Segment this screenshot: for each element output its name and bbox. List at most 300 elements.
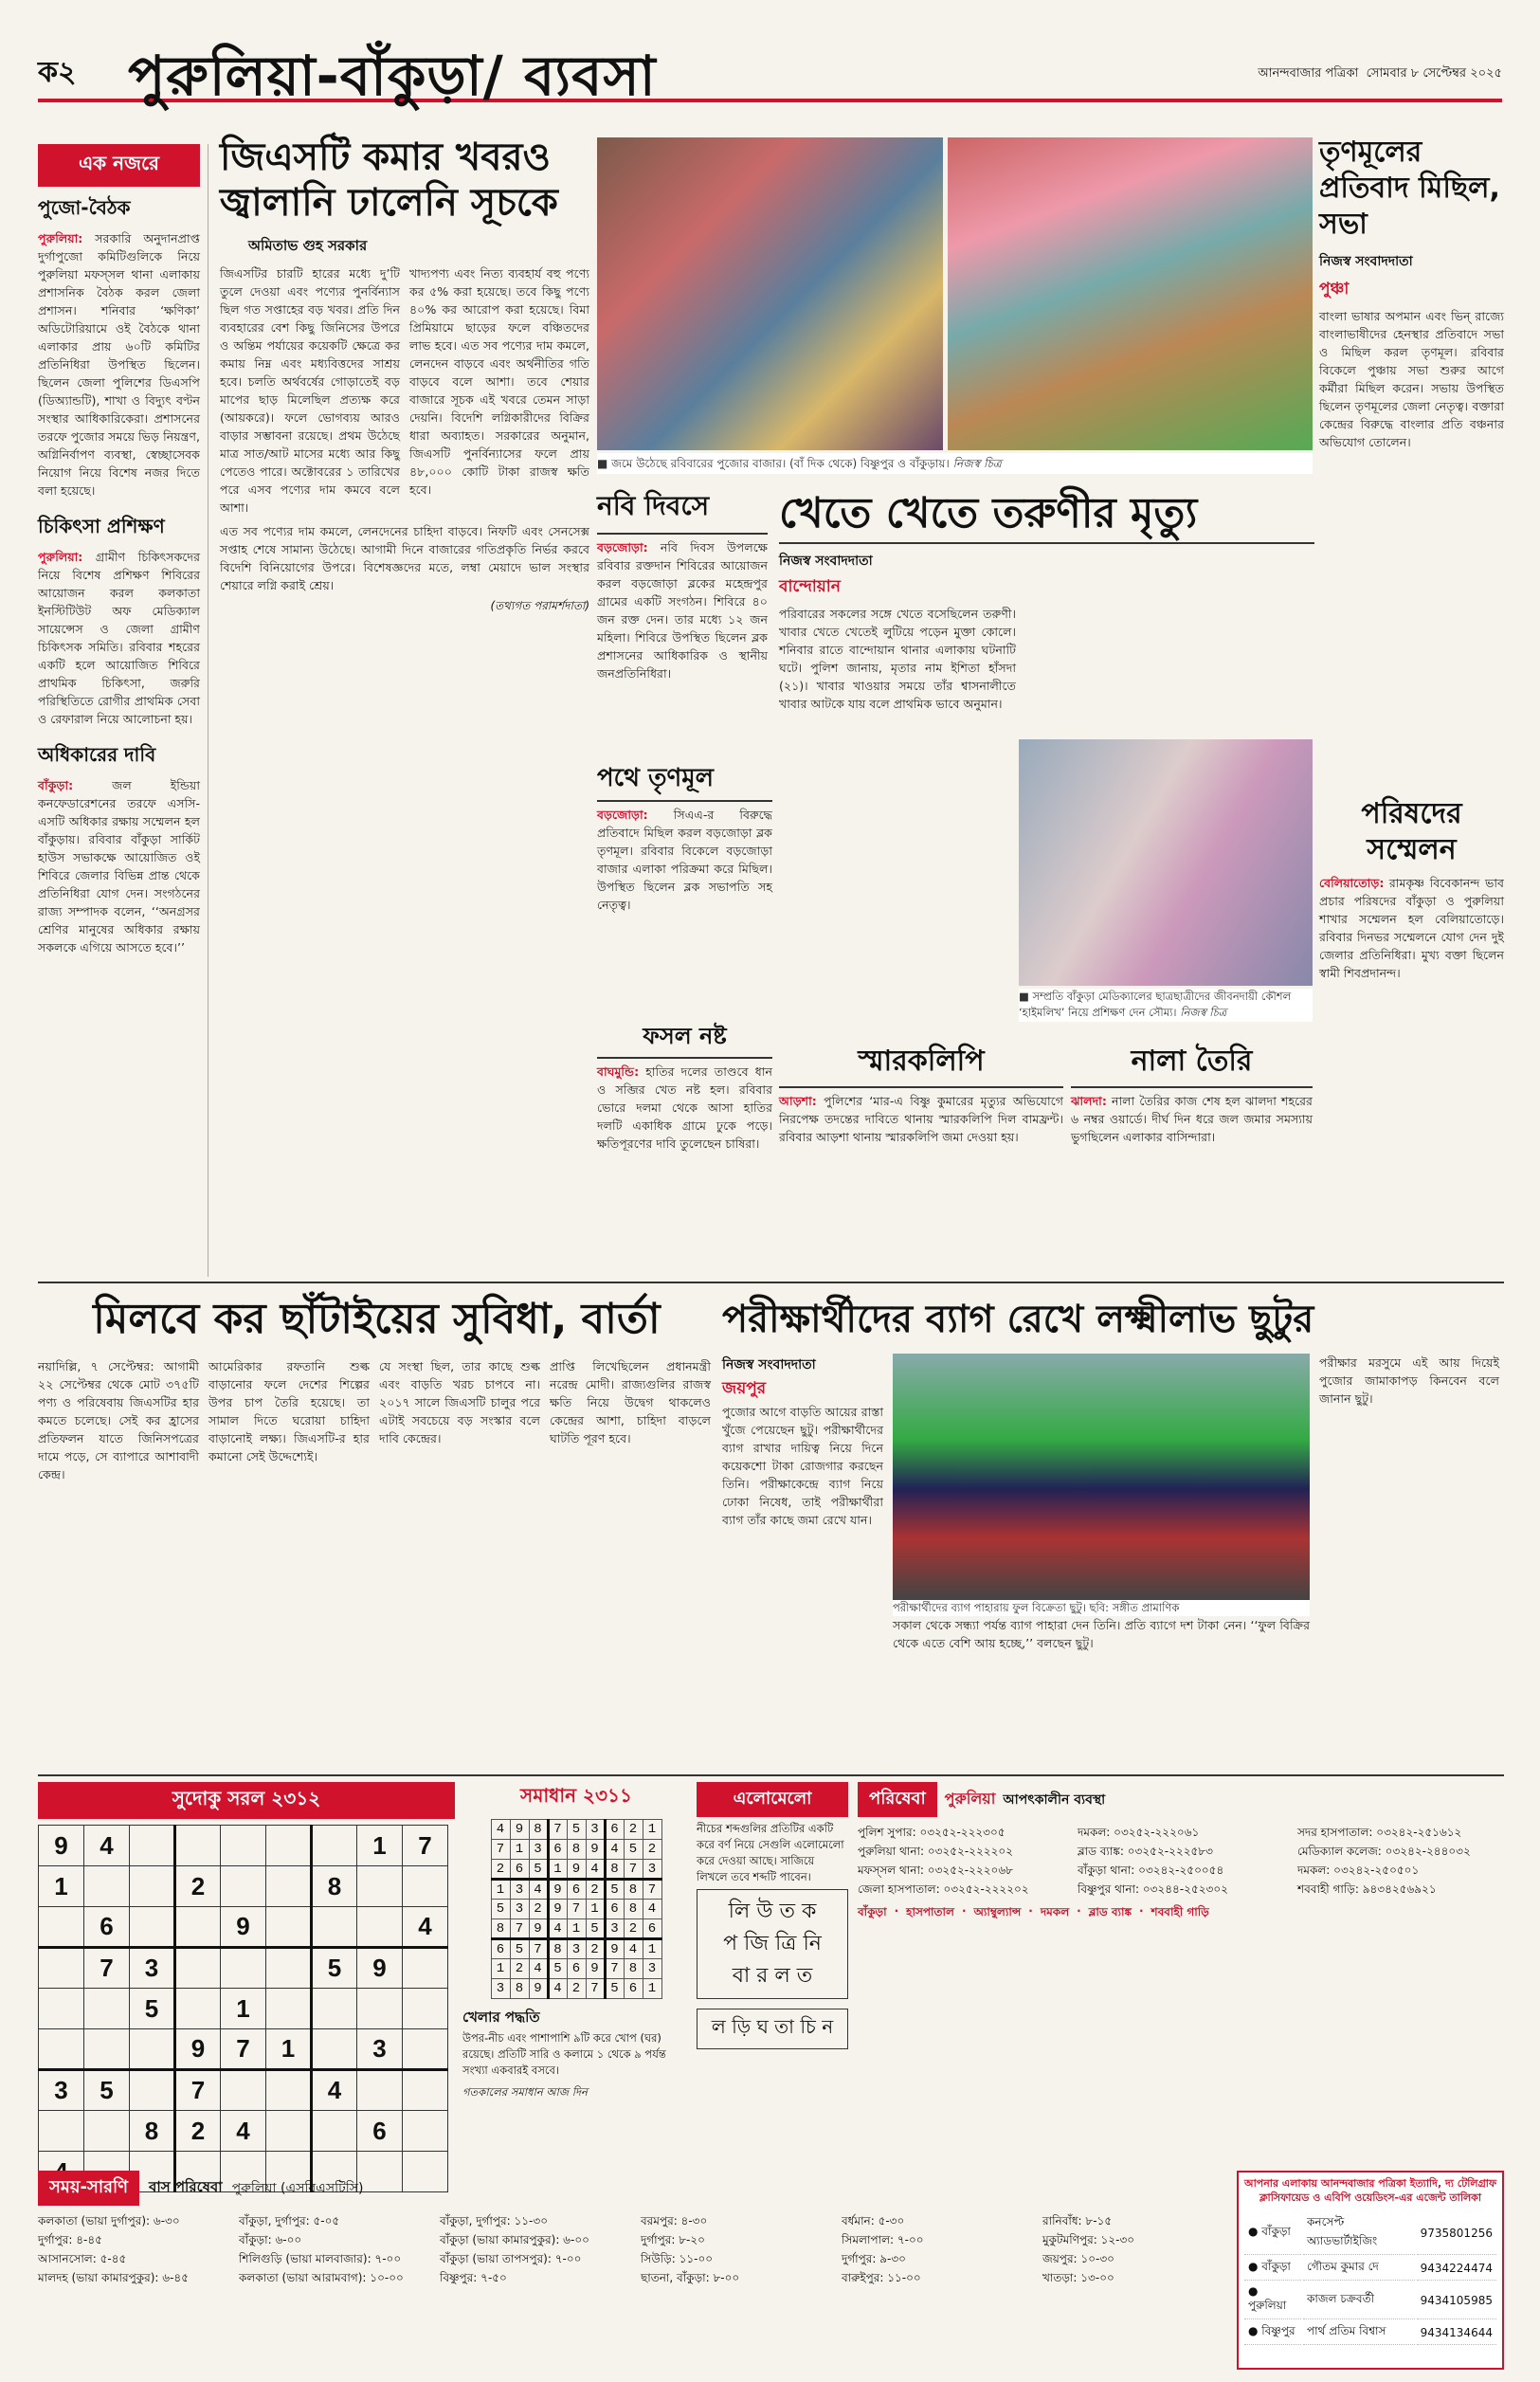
bags-place: জয়পুর <box>722 1379 767 1398</box>
sudoku-row <box>39 1866 448 1907</box>
solution-cell: 8 <box>529 1820 548 1840</box>
solution-cell: 2 <box>529 1900 548 1919</box>
solution-cell: 3 <box>491 1979 510 1999</box>
schedule-item: রানিবাঁধ: ৮-১৫ <box>1042 2214 1113 2227</box>
gst-byline: অমিতাভ গুহ সরকার <box>248 237 368 254</box>
solution-cell: 5 <box>605 1979 624 1999</box>
sudoku-cell[interactable] <box>84 2111 130 2152</box>
solution-cell: 2 <box>567 1979 586 1999</box>
sudoku-cell: 4 <box>403 1907 448 1948</box>
sudoku-cell[interactable] <box>221 2070 266 2111</box>
sudoku-cell[interactable] <box>312 2111 357 2152</box>
agent-name: গৌতম কুমার দে <box>1303 2257 1415 2281</box>
memorial-headline: স্মারকলিপি <box>779 1038 1063 1088</box>
agent-row <box>1244 2257 1496 2281</box>
services-district: পুরুলিয়া <box>944 1790 996 1808</box>
page-number: ক২ <box>38 56 77 89</box>
training-caption: ■ সম্প্রতি বাঁকুড়া মেডিক্যালের ছাত্রছাত্রীদের জীবনদায়ী কৌশল ‘হাইমলিখ’ নিয়ে প্রশিক্ষণ দেন সৌম্য। নিজস্ব চিত্র <box>1019 989 1313 1022</box>
schedule-sub: বাস পরিষেবা <box>149 2178 223 2195</box>
solution-cell: 1 <box>643 1820 661 1840</box>
solution-cell: 1 <box>548 1860 567 1880</box>
agent-phone: 9735801256 <box>1417 2212 1496 2255</box>
solution-cell: 5 <box>605 1880 624 1900</box>
sudoku-cell[interactable] <box>175 1907 221 1948</box>
tax-col-3: যে সংস্থা ছিল, তার কাছে শুল্ক এবং বাড়তি খরচ চাপবে না। ২০১৭ সালে জিএসটি চালুর পরে এটাই সবচেয়ে বড় সংস্কার বলে দাবি কেন্দ্রের। <box>379 1359 540 1446</box>
agents-box <box>1237 2171 1504 2370</box>
solution-cell: 6 <box>548 1840 567 1860</box>
solution-cell: 6 <box>624 1979 643 1999</box>
service-number: বাঁকুড়া থানা: ০৩২৪২-২৫০০৫৪ <box>1078 1864 1224 1877</box>
solution-cell: 9 <box>548 1900 567 1919</box>
solution-cell: 1 <box>491 1880 510 1900</box>
solution-cell: 4 <box>605 1840 624 1860</box>
sudoku-cell[interactable] <box>266 2070 312 2111</box>
council-headline: পরিষদের সম্মেলন <box>1361 797 1462 866</box>
divider <box>38 1282 1504 1283</box>
schedule-route: পুরুলিয়া (এসবিএসটিসি) <box>231 2180 364 2196</box>
solution-cell: 8 <box>567 1840 586 1860</box>
gst-col-2: খাদ্যপণ্য এবং নিত্য ব্যবহার্য বহু পণ্যে কর ৫% করা হয়েছে। তবে কিছু পণ্যে ৪০% কর আরোপ করা হয়েছে। বিমা প্রিমিয়ামে ছাড়ের ফলে বঞ্চিতদের লাভ হবে। এত সব পণ্যের দাম কমলে, লেনদেন বাড়বে এবং অর্থনীতির গতি বাড়বে বলে আশা। তবে শেয়ার বাজারে সূচক এই খবরে তেমন সাড়া দেয়নি। বিদেশি লগ্নিকারীদের বিক্রির ধারা অব্যাহত। সরকারের অনুমান, জিএসটি পুনর্বিন্যাসের ফলে প্রায় ৪৮,০০০ কোটি টাকা রাজস্ব ক্ষতি হবে। <box>409 266 589 497</box>
glance-text-1: সরকারি অনুদানপ্রাপ্ত দুর্গাপুজো কমিটিগুলিকে নিয়ে পুরুলিয়া মফস্সল থানা এলাকায় প্রশাসনিক বৈঠক করল জেলা প্রশাসন। শনিবার ‘ক্ষণিকা’ অডিটোরিয়ামে ওই বৈঠকে থানা এলাকার প্রায় ৬০টি কমিটির প্রতিনিধিরা উপস্থিত ছিলেন। ছিলেন জেলা পুলিশের ডিএসপি (ডিঅ্যান্ডটি), শাখা ও বিদ্যুৎ বণ্টন সংস্থার আধিকারিকেরা। প্রশাসনের তরফে পুজোর সময়ে ভিড় নিয়ন্ত্রণ, অগ্নিনির্বাপণ ব্যবস্থা, স্বেচ্ছাসেবক নিয়োগ নিয়ে বিশেষ নজর দিতে বলা হয়েছে। <box>38 231 200 498</box>
tax-col-2: আমেরিকার রফতানি শুল্ক বাড়ানোর ফলে দেশের শিল্পের উপর চাপ তৈরি হয়েছে। তা সামাল দিতে ঘরোয়া চাহিদা বাড়ানোই লক্ষ্য। জিএসটি-র হার কমানো সেই উদ্দেশ্যেই। <box>208 1359 370 1464</box>
solution-row <box>491 1820 661 1840</box>
agent-place: ● বাঁকুড়া <box>1244 2212 1301 2255</box>
solution-cell: 5 <box>510 1939 529 1959</box>
sudoku-cell[interactable] <box>266 1907 312 1948</box>
crop-text: হাতির দলের তাণ্ডবে ধান ও সব্জির খেত নষ্ট হল। রবিবার ভোরে দলমা থেকে আসা হাতির দলটি একাধিক গ্রামে ঢুকে পড়ে। ক্ষতিপূরণের দাবি তুলেছেন চাষিরা। <box>597 1064 772 1151</box>
drain-article: নালা তৈরি ঝালদা: নালা তৈরির কাজ শেষ হল ঝালদা শহরের ৬ নম্বর ওয়ার্ডে। দীর্ঘ দিন ধরে জল জমার সমস্যায় ভুগছিলেন এলাকার বাসিন্দারা। <box>1071 1038 1313 1275</box>
solution-cell: 4 <box>624 1939 643 1959</box>
agent-row <box>1244 2321 1496 2345</box>
sudoku-cell[interactable] <box>39 2111 84 2152</box>
schedule-item: মুকুটমণিপুর: ১২-৩০ <box>1042 2233 1135 2246</box>
sudoku-row <box>39 2029 448 2070</box>
schedule-item: শিলিগুড়ি (ভায়া মালবাজার): ৭-০০ <box>239 2252 402 2265</box>
schedule-item: বরমপুর: ৪-৩০ <box>641 2214 708 2227</box>
solution-cell: 5 <box>586 1919 605 1939</box>
tax-headline: মিলবে কর ছাঁটাইয়ের সুবিধা, বার্তা <box>93 1295 661 1343</box>
solution-cell: 8 <box>624 1959 643 1979</box>
solution-cell: 5 <box>548 1959 567 1979</box>
solution-cell: 3 <box>586 1820 605 1840</box>
rules-title: খেলার পদ্ধতি <box>462 2009 540 2026</box>
elomelo-word: লি উ ত ক <box>728 1900 817 1923</box>
sudoku-cell[interactable] <box>130 1907 175 1948</box>
sudoku-cell[interactable] <box>403 1989 448 2029</box>
glance-column: এক নজরে পুজো-বৈঠক পুরুলিয়া: সরকারি অনুদানপ্রাপ্ত দুর্গাপুজো কমিটিগুলিকে নিয়ে পুরুলিয়া মফস্সল থানা এলাকায় প্রশাসনিক বৈঠক করল জেলা প্রশাসন। শনিবার ‘ক্ষণিকা’ অডিটোরিয়ামে ওই বৈঠকে থানা এলাকার প্রায় ৬০টি কমিটির প্রতিনিধিরা উপস্থিত ছিলেন। ছিলেন জেলা পুলিশের ডিএসপি (ডিঅ্যান্ডটি), শাখা ও বিদ্যুৎ বণ্টন সংস্থার আধিকারিকেরা। প্রশাসনের তরফে পুজোর সময়ে ভিড় নিয়ন্ত্রণ, অগ্নিনির্বাপণ ব্যবস্থা, স্বেচ্ছাসেবক নিয়োগ নিয়ে বিশেষ নজর দিতে বলা হয়েছে। চিকিৎসা প্রশিক্ষণ পুরুলিয়া: গ্রামীণ চিকিৎসকদের নিয়ে বিশেষ প্রশিক্ষণ শিবিরের আয়োজন করল কলকাতা ইনস্টিটিউট অফ মেডিক্যাল সায়েন্সেস ও জেলা গ্রামীণ চিকিৎসক সমিতি। রবিবার শহরের একটি হলে আয়োজিত শিবিরে প্রাথমিক চিকিৎসা, জরুরি পরিস্থিতিতে রোগীর প্রাথমিক সেবা ও রেফারাল নিয়ে আলোচনা হয়। অধিকারের দাবি বাঁকুড়া: জল ইন্ডিয়া কনফেডারেশনের তরফে এসসি-এসটি অধিকার রক্ষায় সম্মেলন হল বাঁকুড়ায়। রবিবার বাঁকুড়া সার্কিট হাউস সভাকক্ষে আয়োজিত ওই শিবিরে জেলার বিভিন্ন প্রান্ত থেকে প্রতিনিধিরা যোগ দেন। সংগঠনের রাজ্য সম্পাদক বলেন, ‘‘অনগ্রসর শ্রেণির মানুষের অধিকার রক্ষায় সকলকে এগিয়ে আসতে হবে।’’ <box>38 144 208 1277</box>
sudoku-cell[interactable] <box>130 1866 175 1907</box>
solution-cell: 4 <box>491 1820 510 1840</box>
solution-cell: 7 <box>510 1919 529 1939</box>
divider-2 <box>38 1774 1504 1776</box>
bags-text: পুজোর আগে বাড়তি আয়ের রাস্তা খুঁজে পেয়েছেন ছুটু। পরীক্ষার্থীদের ব্যাগ রাখার দায়িত্ব নিয়ে দিনে কয়েকশো টাকা রোজগার করছেন তিনি। পরীক্ষাকেন্দ্রে ব্যাগ নিয়ে ঢোকা নিষেধ, তাই পরীক্ষার্থীরা ব্যাগ তাঁর কাছে জমা রেখে যান। <box>722 1405 883 1527</box>
solution-cell: 9 <box>548 1880 567 1900</box>
schedule-item: বর্ধমান: ৫-৩০ <box>842 2214 905 2227</box>
sudoku-cell[interactable] <box>312 1826 357 1866</box>
services-fire: দমকল <box>1040 1905 1070 1918</box>
solution-cell: 2 <box>510 1959 529 1979</box>
sudoku-cell: 7 <box>221 2029 266 2070</box>
sudoku-cell: 9 <box>39 1826 84 1866</box>
schedule-box <box>38 2171 1232 2370</box>
solution-cell: 9 <box>529 1979 548 1999</box>
solution-cell: 5 <box>491 1900 510 1919</box>
sudoku-box <box>38 1782 455 2161</box>
solution-cell: 7 <box>529 1939 548 1959</box>
death-text: পরিবারের সকলের সঙ্গে খেতে বসেছিলেন তরুণী। খাবার খেতে খেতেই লুটিয়ে পড়েন মুক্তা কোলে। শনিবার রাতে বান্দোয়ান থানার এলাকায় ঘটনাটি ঘটে। পুলিশ জানায়, মৃতার নাম ইশিতা হাঁসদা (২১)। খাবার খাওয়ার সময়ে তাঁর শ্বাসনালীতে খাবার আটকে যায় বলে প্রাথমিক ভাবে অনুমান। <box>779 607 1016 711</box>
service-number: ব্লাড ব্যাঙ্ক: ০৩২৫২-২২২৫৮৩ <box>1078 1845 1213 1858</box>
schedule-item: বাঁকুড়া, দুর্গাপুর: ৫-০৫ <box>239 2214 340 2227</box>
schedule-list <box>38 2211 1232 2287</box>
sudoku-cell: 9 <box>357 1948 403 1989</box>
service-number: পুরুলিয়া থানা: ০৩২৫২-২২২২০২ <box>858 1845 1013 1858</box>
sudoku-row <box>39 2111 448 2152</box>
service-number: পুলিশ সুপার: ০৩২৫২-২২২৩০৫ <box>858 1826 1006 1839</box>
sudoku-cell[interactable] <box>39 1907 84 1948</box>
sudoku-cell: 9 <box>175 2029 221 2070</box>
solution-cell: 1 <box>510 1840 529 1860</box>
solution-cell: 1 <box>586 1900 605 1919</box>
solution-cell: 5 <box>624 1840 643 1860</box>
sudoku-cell[interactable] <box>221 1826 266 1866</box>
services-box <box>858 1782 1504 2161</box>
market-photo-left <box>597 137 943 450</box>
sudoku-cell[interactable] <box>266 1989 312 2029</box>
bags-article <box>722 1291 1504 1770</box>
sudoku-cell[interactable] <box>266 1826 312 1866</box>
schedule-item: সিউড়ি: ১১-০০ <box>641 2252 714 2265</box>
schedule-item: বাঁকুড়া (ভায়া তাপসপুর): ৭-০০ <box>440 2252 582 2265</box>
sudoku-row <box>39 2070 448 2111</box>
solution-cell: 3 <box>567 1939 586 1959</box>
solution-row <box>491 1919 661 1939</box>
services-list <box>858 1823 1504 1899</box>
sudoku-cell[interactable] <box>39 2029 84 2070</box>
solution-cell: 3 <box>643 1860 661 1880</box>
sudoku-row <box>39 1989 448 2029</box>
glance-text-2: গ্রামীণ চিকিৎসকদের নিয়ে বিশেষ প্রশিক্ষণ শিবিরের আয়োজন করল কলকাতা ইনস্টিটিউট অফ মেডিক্যাল সায়েন্সেস ও জেলা গ্রামীণ চিকিৎসক সমিতি। রবিবার শহরের একটি হলে আয়োজিত শিবিরে প্রাথমিক চিকিৎসা, জরুরি পরিস্থিতিতে রোগীর প্রাথমিক সেবা ও রেফারাল নিয়ে আলোচনা হয়। <box>38 550 200 726</box>
schedule-item: বাঁকুড়া (ভায়া কামারপুকুর): ৬-০০ <box>440 2233 589 2246</box>
tmc-text: বাংলা ভাষার অপমান এবং ভিন্‌ রাজ্যে বাংলাভাষীদের হেনস্থার প্রতিবাদে সভা ও মিছিল করল তৃণমূল। রবিবার বিকেলে পুঞ্চায় সভা শুরুর আগে কর্মীরা মিছিল করেন। সভায় উপস্থিত ছিলেন তৃণমূলের জেলা নেতৃত্ব। বক্তারা কেন্দ্রের বিরুদ্ধে বাংলার প্রতি বঞ্চনার অভিযোগ তোলেন। <box>1319 309 1504 449</box>
sudoku-cell[interactable] <box>130 2070 175 2111</box>
bags-col-3: পরীক্ষার মরসুমে এই আয় দিয়েই পুজোর জামাকাপড় কিনবেন বলে জানান ছুটু। <box>1319 1355 1499 1406</box>
agent-row <box>1244 2282 1496 2319</box>
sudoku-cell: 4 <box>84 1826 130 1866</box>
solution-row <box>491 1979 661 1999</box>
solution-cell: 8 <box>624 1900 643 1919</box>
solution-cell: 6 <box>605 1820 624 1840</box>
tmc-headline: তৃণমূলের প্রতিবাদ মিছিল, সভা <box>1319 136 1500 241</box>
sudoku-cell[interactable] <box>175 1989 221 2029</box>
market-caption: ■ জমে উঠেছে রবিবারের পুজোর বাজার। (বাঁ দিক থেকে) বিষ্ণুপুর ও বাঁকুড়ায়। নিজস্ব চিত্র <box>597 453 1313 474</box>
market-photo-right <box>948 137 1313 450</box>
bags-headline: পরীক্ষার্থীদের ব্যাগ রেখে লক্ষ্মীলাভ ছুটুর <box>722 1298 1314 1341</box>
solution-row <box>491 1880 661 1900</box>
rules-text: উপর-নীচ এবং পাশাপাশি ৯টি করে খোপ (ঘর) রয়েছে। প্রতিটি সারি ও কলামে ১ থেকে ৯ পর্যন্ত সংখ্যা একবারই বসবে। <box>462 2031 666 2077</box>
elomelo-title: এলোমেলো <box>697 1782 848 1817</box>
services-cats: বাঁকুড়া · হাসপাতাল · অ্যাম্বুল্যান্স · দমকল · ব্লাড ব্যাঙ্ক · শববাহী গাড়ি <box>858 1904 1504 1923</box>
death-place: বান্দোয়ান <box>779 577 841 596</box>
sudoku-cell[interactable] <box>312 1989 357 2029</box>
service-number: জেলা হাসপাতাল: ০৩২৫২-২২২২০২ <box>858 1882 1029 1896</box>
services-hearse: শববাহী গাড়ি <box>1150 1905 1209 1918</box>
solution-cell: 9 <box>529 1919 548 1939</box>
services-bankura: বাঁকুড়া <box>858 1905 887 1918</box>
gst-col-3: এত সব পণ্যের দাম কমলে, লেনদেনের চাহিদা বাড়বে। নিফটি এবং সেনসেক্স সপ্তাহ শেষে সামান্য উঠেছে। আগামী দিনে বাজারের গতিপ্রকৃতি নির্ভর করবে বিদেশি বিনিয়োগের উপরে। বিশেষজ্ঞদের মতে, লম্বা মেয়াদে ভাল সংস্থার শেয়ারে লগ্নি করাই শ্রেয়। <box>220 524 589 592</box>
elomelo-word: বা র ল ত <box>732 1964 813 1988</box>
sudoku-cell[interactable] <box>84 1866 130 1907</box>
tax-col-1: নয়াদিল্লি, ৭ সেপ্টেম্বর: আগামী ২২ সেপ্টেম্বর থেকে মোট ৩৭৫টি পণ্য ও পরিষেবায় জিএসটির হার কমতে চলেছে। সেই কর হ্রাসের প্রতিফলন যাতে জিনিসপত্রের দামে পড়ে, সে ব্যাপারে আশাবাদী কেন্দ্র। <box>38 1359 199 1482</box>
sudoku-cell: 3 <box>357 2029 403 2070</box>
solution-cell: 3 <box>529 1840 548 1860</box>
tmc-place: পুঞ্চা <box>1319 280 1350 299</box>
sudoku-cell[interactable] <box>175 1948 221 1989</box>
sudoku-cell[interactable] <box>39 1989 84 2029</box>
agent-name: কাজল চক্রবর্তী <box>1303 2282 1415 2319</box>
solution-cell: 1 <box>643 1979 661 1999</box>
agents-table <box>1242 2210 1498 2347</box>
sudoku-cell: 3 <box>130 1948 175 1989</box>
glance-head-2: চিকিৎসা প্রশিক্ষণ <box>38 515 165 537</box>
sudoku-cell[interactable] <box>221 1866 266 1907</box>
gst-headline: জিএসটি কমার খবরও জ্বালানি ঢালেনি সূচকে <box>220 136 558 225</box>
sudoku-row <box>39 1907 448 1948</box>
memorial-text: পুলিশের ‘মার-এ বিষ্ণু কুমারের মৃত্যুর অভিযোগে নিরপেক্ষ তদন্তের দাবিতে থানায় স্মারকলিপি দিল বামফ্রন্ট। রবিবার আড়শা থানায় স্মারকলিপি জমা দেওয়া হয়। <box>779 1094 1063 1144</box>
solution-row <box>491 1900 661 1919</box>
sudoku-cell[interactable] <box>403 2070 448 2111</box>
sudoku-row <box>39 1826 448 1866</box>
sudoku-cell[interactable] <box>84 1989 130 2029</box>
solution-cell: 2 <box>624 1820 643 1840</box>
sudoku-cell[interactable] <box>357 1866 403 1907</box>
glance-bar: এক নজরে <box>38 144 200 187</box>
tax-col-4: প্রাপ্তি লিখেছিলেন প্রধানমন্ত্রী নরেন্দ্র মোদী। রাজ্যগুলির রাজস্ব ক্ষতি নিয়ে উদ্বেগ থাকলেও কেন্দ্রের আশা, চাহিদা বাড়লে ঘাটতি পূরণ হবে। <box>550 1359 711 1446</box>
solution-cell: 4 <box>529 1959 548 1979</box>
solution-cell: 8 <box>491 1919 510 1939</box>
sudoku-cell[interactable] <box>266 1948 312 1989</box>
agent-row <box>1244 2212 1496 2255</box>
sudoku-cell[interactable] <box>266 2111 312 2152</box>
sudoku-cell[interactable] <box>403 1866 448 1907</box>
solution-box <box>462 1782 690 2161</box>
service-number: শববাহী গাড়ি: ৯৪৩৪২৫৬৯২১ <box>1297 1882 1437 1896</box>
sudoku-cell[interactable] <box>266 1866 312 1907</box>
gst-article <box>220 135 589 1277</box>
solution-cell: 9 <box>510 1820 529 1840</box>
elomelo-box <box>697 1782 848 2161</box>
schedule-item: আসানসোল: ৫-৪৫ <box>38 2252 127 2265</box>
solution-cell: 6 <box>567 1880 586 1900</box>
schedule-item: কলকাতা (ভায়া দুর্গাপুর): ৬-৩০ <box>38 2214 180 2227</box>
sudoku-cell: 1 <box>357 1826 403 1866</box>
solution-cell: 4 <box>548 1979 567 1999</box>
elomelo-text: নীচের শব্দগুলির প্রতিটির একটি করে বর্ণ নিয়ে সেগুলি এলোমেলো করে দেওয়া আছে। সাজিয়ে লিখলে তবে শব্দটি পাবেন। <box>697 1822 844 1883</box>
sudoku-cell[interactable] <box>221 1948 266 1989</box>
solution-cell: 7 <box>624 1860 643 1880</box>
solution-cell: 2 <box>643 1840 661 1860</box>
service-number: দমকল: ০৩২৫২-২২২০৬১ <box>1078 1826 1200 1839</box>
sudoku-cell: 1 <box>266 2029 312 2070</box>
solution-cell: 4 <box>529 1880 548 1900</box>
sudoku-cell: 1 <box>39 1866 84 1907</box>
bags-caption: পরীক্ষার্থীদের ব্যাগ পাহারায় ফুল বিক্রেতা ছুটু। ছবি: সঙ্গীত প্রামাণিক <box>893 1600 1310 1616</box>
glance-head-3: অধিকারের দাবি <box>38 743 156 766</box>
agent-place: ● পুরুলিয়া <box>1244 2282 1301 2319</box>
agent-phone: 9434224474 <box>1417 2257 1496 2281</box>
schedule-item: কলকাতা (ভায়া আরামবাগ): ১০-০০ <box>239 2271 404 2284</box>
schedule-item: দুর্গাপুর: ৯-৩০ <box>842 2252 906 2265</box>
issue-info: আনন্দবাজার পত্রিকা সোমবার ৮ সেপ্টেম্বর ২০২৫ <box>1258 66 1502 81</box>
schedule-item: মালদহ (ভায়া কামারপুকুর): ৬-৪৫ <box>38 2271 189 2284</box>
agent-phone: 9434134644 <box>1417 2321 1496 2345</box>
solution-cell: 6 <box>491 1939 510 1959</box>
training-photo <box>1019 739 1313 986</box>
solution-row <box>491 1860 661 1880</box>
sudoku-cell[interactable] <box>403 1948 448 1989</box>
sudoku-cell: 2 <box>175 2111 221 2152</box>
elomelo-extra: ল ড়ি ঘ তা চি ন <box>697 2009 848 2049</box>
tmcpath-headline: পথে তৃণমূল <box>597 758 772 802</box>
agents-title: আপনার এলাকায় আনন্দবাজার পত্রিকা ইত্যাদি, দ্য টেলিগ্রাফ ক্লাসিফায়েড ও এবিপি ওয়েডিংস-এর এজেন্ট তালিকা <box>1243 2177 1497 2204</box>
sudoku-cell[interactable] <box>403 2029 448 2070</box>
solution-cell: 6 <box>605 1900 624 1919</box>
elomelo-word: প জি ত্রি নি <box>723 1932 822 1955</box>
gst-credit: (তথ্যগত পরামর্শদাতা) <box>490 599 589 612</box>
solution-cell: 8 <box>605 1860 624 1880</box>
tax-article <box>38 1291 716 1770</box>
service-number: মেডিক্যাল কলেজ: ০৩২৪২-২৪৪০৩২ <box>1297 1845 1471 1858</box>
sudoku-cell: 5 <box>312 1948 357 1989</box>
schedule-item: বাঁকুড়া, দুর্গাপুর: ১১-৩০ <box>440 2214 548 2227</box>
sudoku-cell[interactable] <box>357 1989 403 2029</box>
solution-cell: 5 <box>529 1860 548 1880</box>
solution-cell: 1 <box>567 1919 586 1939</box>
services-ambulance: অ্যাম্বুল্যান্স <box>973 1905 1022 1918</box>
sudoku-cell[interactable] <box>357 2070 403 2111</box>
elomelo-words <box>697 1889 848 1999</box>
solution-cell: 2 <box>624 1919 643 1939</box>
solution-cell: 2 <box>491 1860 510 1880</box>
solution-cell: 2 <box>586 1939 605 1959</box>
schedule-title: সময়-সারণি <box>38 2171 139 2206</box>
services-title: পরিষেবা <box>858 1782 937 1817</box>
section-title: পুরুলিয়া-বাঁকুড়া/ ব্যবসা <box>128 44 657 108</box>
solution-cell: 8 <box>510 1979 529 1999</box>
services-police: আপৎকালীন ব্যবস্থা <box>1003 1791 1106 1808</box>
glance-text-3: জল ইন্ডিয়া কনফেডারেশনের তরফে এসসি-এসটি অধিকার রক্ষায় সম্মেলন হল বাঁকুড়ায়। রবিবার বাঁকুড়া সার্কিট হাউস সভাকক্ষে আয়োজিত ওই শিবিরে জেলার বিভিন্ন প্রান্ত থেকে প্রতিনিধিরা যোগ দেন। সংগঠনের রাজ্য সম্পাদক বলেন, ‘‘অনগ্রসর শ্রেণির মানুষের অধিকার রক্ষায় সকলকে এগিয়ে আসতে হবে।’’ <box>38 778 200 955</box>
bags-photo <box>893 1354 1310 1600</box>
solution-cell: 6 <box>567 1959 586 1979</box>
schedule-item: খাতড়া: ১৩-০০ <box>1042 2271 1114 2284</box>
solution-cell: 7 <box>548 1820 567 1840</box>
sudoku-cell: 5 <box>84 2070 130 2111</box>
sudoku-cell: 9 <box>221 1907 266 1948</box>
sudoku-cell: 2 <box>175 1866 221 1907</box>
solution-cell: 8 <box>548 1939 567 1959</box>
sudoku-cell: 3 <box>39 2070 84 2111</box>
solution-cell: 1 <box>643 1939 661 1959</box>
solution-cell: 7 <box>491 1840 510 1860</box>
bags-byline: নিজস্ব সংবাদদাতা <box>722 1357 816 1373</box>
solution-cell: 7 <box>605 1959 624 1979</box>
schedule-item: দুর্গাপুর: ৮-২০ <box>641 2233 705 2246</box>
solution-cell: 3 <box>605 1919 624 1939</box>
service-number: সদর হাসপাতাল: ০৩২৪২-২৫১৬১২ <box>1297 1826 1462 1839</box>
schedule-item: বারুইপুর: ১১-০০ <box>842 2271 921 2284</box>
solution-cell: 4 <box>586 1860 605 1880</box>
solution-cell: 4 <box>643 1900 661 1919</box>
solution-cell: 3 <box>510 1900 529 1919</box>
services-hospital: হাসপাতাল <box>906 1905 954 1918</box>
solution-cell: 9 <box>586 1959 605 1979</box>
schedule-item: ছাতনা, বাঁকুড়া: ৮-০০ <box>641 2271 740 2284</box>
sudoku-cell: 8 <box>312 1866 357 1907</box>
solution-cell: 9 <box>605 1939 624 1959</box>
death-byline: নিজস্ব সংবাদদাতা <box>779 554 873 569</box>
tmc-byline: নিজস্ব সংবাদদাতা <box>1319 254 1413 269</box>
service-number: দমকল: ০৩২৪২-২৫০৫০১ <box>1297 1864 1420 1877</box>
sudoku-cell[interactable] <box>357 1907 403 1948</box>
sudoku-cell: 6 <box>357 2111 403 2152</box>
sudoku-title: সুদোকু সরল ২৩১২ <box>38 1782 455 1819</box>
solution-cell: 6 <box>510 1860 529 1880</box>
tmcpath-article: পথে তৃণমূল বড়জোড়া: সিএএ-র বিরুদ্ধে প্রতিবাদে মিছিল করল বড়জোড়া ব্লক তৃণমূল। রবিবার বিকেলে বড়জোড়া বাজার এলাকা পরিক্রমা করে মিছিল। উপস্থিত ছিলেন ব্লক সভাপতি সহ নেতৃত্ব। <box>597 758 772 1005</box>
sudoku-cell[interactable] <box>84 2029 130 2070</box>
sudoku-cell[interactable] <box>175 1826 221 1866</box>
sudoku-cell[interactable] <box>130 2029 175 2070</box>
drain-headline: নালা তৈরি <box>1071 1038 1313 1088</box>
sudoku-cell: 7 <box>84 1948 130 1989</box>
sudoku-cell: 8 <box>130 2111 175 2152</box>
drain-text: নালা তৈরির কাজ শেষ হল ঝালদা শহরের ৬ নম্বর ওয়ার্ডে। দীর্ঘ দিন ধরে জল জমার সমস্যায় ভুগছিলেন এলাকার বাসিন্দারা। <box>1071 1094 1313 1144</box>
solution-cell: 6 <box>643 1919 661 1939</box>
agent-name: পার্থ প্রতিম বিশ্বাস <box>1303 2321 1415 2345</box>
sudoku-grid[interactable] <box>38 1825 448 2192</box>
agent-phone: 9434105985 <box>1417 2282 1496 2319</box>
glance-head-1: পুজো-বৈঠক <box>38 196 131 219</box>
sudoku-cell[interactable] <box>130 1826 175 1866</box>
sudoku-cell[interactable] <box>312 1907 357 1948</box>
sudoku-cell: 5 <box>130 1989 175 2029</box>
agent-place: ● বিষ্ণুপুর <box>1244 2321 1301 2345</box>
tmc-article <box>1319 135 1504 789</box>
sudoku-cell: 7 <box>175 2070 221 2111</box>
puzzle-credit: গতকালের সমাধান আজ দিন <box>462 2085 588 2099</box>
memorial-article: স্মারকলিপি আড়শা: পুলিশের ‘মার-এ বিষ্ণু কুমারের মৃত্যুর অভিযোগে নিরপেক্ষ তদন্তের দাবিতে থানায় স্মারকলিপি দিল বামফ্রন্ট। রবিবার আড়শা থানায় স্মারকলিপি জমা দেওয়া হয়। <box>779 1038 1063 1275</box>
solution-cell: 8 <box>624 1880 643 1900</box>
sudoku-cell[interactable] <box>312 2029 357 2070</box>
solution-cell: 9 <box>586 1840 605 1860</box>
schedule-item: জয়পুর: ১০-৩০ <box>1042 2252 1114 2265</box>
solution-cell: 3 <box>643 1959 661 1979</box>
crop-headline: ফসল নষ্ট <box>597 1019 772 1059</box>
crop-article: ফসল নষ্ট বাঘমুন্ডি: হাতির দলের তাণ্ডবে ধান ও সব্জির খেত নষ্ট হল। রবিবার ভোরে দলমা থেকে আসা হাতির দলটি একাধিক গ্রামে ঢুকে পড়ে। ক্ষতিপূরণের দাবি তুলেছেন চাষিরা। <box>597 1019 772 1275</box>
solution-grid <box>491 1819 662 1999</box>
service-number: মফস্সল থানা: ০৩২৫২-২২২০৬৮ <box>858 1864 1013 1877</box>
solution-cell: 7 <box>643 1880 661 1900</box>
sudoku-cell: 6 <box>84 1907 130 1948</box>
council-text: রামকৃষ্ণ বিবেকানন্দ ভাব প্রচার পরিষদের বাঁকুড়া ও পুরুলিয়া শাখার সম্মেলন হল বেলিয়াতোড়ে। রবিবার দিনভর সম্মেলনে যোগ দেন দুই জেলার প্রতিনিধিরা। মুখ্য বক্তা ছিলেন স্বামী শিবপ্রদানন্দ। <box>1319 876 1504 980</box>
bags-col-2: সকাল থেকে সন্ধ্যা পর্যন্ত ব্যাগ পাহারা দেন তিনি। প্রতি ব্যাগে দশ টাকা নেন। ‘‘ফুল বিক্রির থেকে এতে বেশি আয় হচ্ছে,’’ বলছেন ছুটু। <box>893 1618 1310 1650</box>
solution-cell: 1 <box>491 1959 510 1979</box>
agent-place: ● বাঁকুড়া <box>1244 2257 1301 2281</box>
sudoku-cell[interactable] <box>39 1948 84 1989</box>
death-headline: খেতে খেতে তরুণীর মৃত্যু <box>779 485 1314 544</box>
gst-col-1: জিএসটির চারটি হারের মধ্যে দু’টি তুলে দেওয়া এবং পণ্যের পুনর্বিন্যাস ছিল গত সপ্তাহের বড় খবর। প্রতি দিন ব্যবহারের বেশ কিছু জিনিসের উপরে ও অন্তিম পর্যায়ের কয়েকটি ক্ষেত্রে কর কমায় নিম্ন এবং মধ্যবিত্তদের সাশ্রয় হবে। চলতি অর্থবর্ষের গোড়াতেই বড় মাপের ছাড় মিলেছিল প্রত্যক্ষ করে (আয়করে)। ফলে ভোগব্যয় আরও বাড়ার সম্ভাবনা রয়েছে। প্রথম উঠেছে মাত্র সাত/আট মাসের মধ্যে আর কিছু পেতেও পারে। অক্টোবরের ১ তারিখের পরে এসব পণ্যের দাম কমবে বলে আশা। <box>220 266 400 515</box>
nabi-headline: নবি দিবসে <box>597 485 768 535</box>
sudoku-cell[interactable] <box>403 2111 448 2152</box>
solution-row <box>491 1939 661 1959</box>
